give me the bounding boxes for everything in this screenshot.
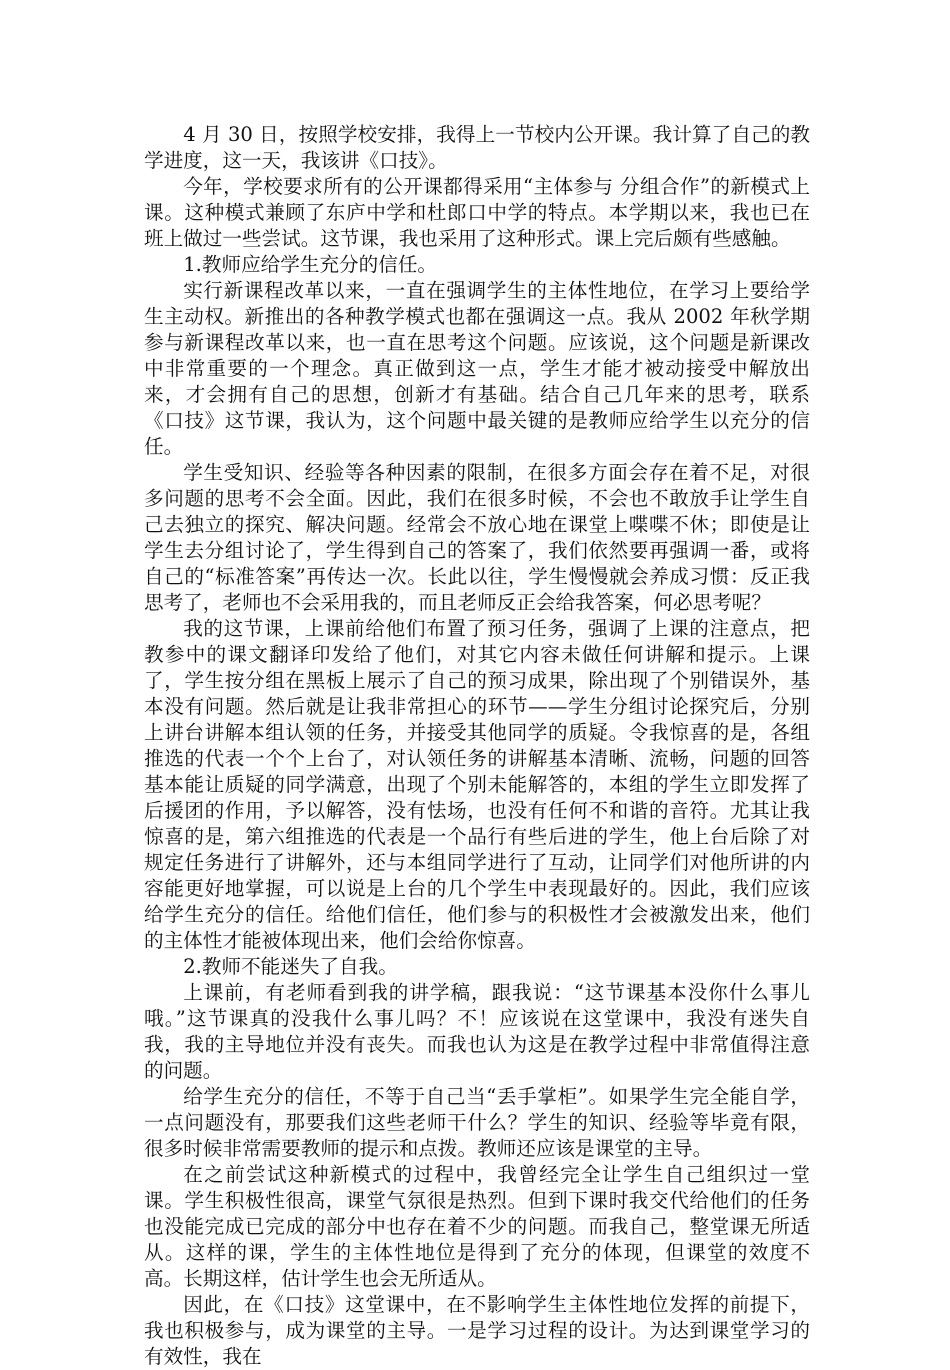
paragraph-reform: 实行新课程改革以来，一直在强调学生的主体性地位，在学习上要给学生主动权。新推出的各种教学模式也都在强调这一点。我从 2002 年秋学期参与新课程改革以来，也一直在思考这个问题。应该说，这个问题是新课改中非常重要的一个理念。真正做到这一点，学生才能才被动接受中解放出来，才会拥有自己的思想，创新才有基础。结合自己几年来的思考，联系《口技》这节课，我认为，这个问题中最关键的是教师应给学生以充分的信任。 xyxy=(144,279,810,458)
paragraph-before-class: 上课前，有老师看到我的讲学稿，跟我说：“这节课基本没你什么事儿哦。”这节课真的没我什么事儿吗？不！应该说在这堂课中，我没有迷失自我，我的主导地位并没有丧失。而我也认为这是在教学过程中非常值得注意的问题。 xyxy=(144,981,810,1082)
section-heading-1: 1.教师应给学生充分的信任。 xyxy=(183,253,438,276)
paragraph-previous-attempt: 在之前尝试这种新模式的过程中，我曾经完全让学生自己组织过一堂课。学生积极性很高，课堂气氛很是热烈。但到下课时我交代给他们的任务也没能完成已完成的部分中也存在着不少的问题。而我自己，整堂课无所适从。这样的课，学生的主体性地位是得到了充分的体现，但课堂的效度不高。长期这样，估计学生也会无所适从。 xyxy=(144,1163,810,1290)
paragraph-student-limits: 学生受知识、经验等各种因素的限制，在很多方面会存在着不足，对很多问题的思考不会全面。因此，我们在很多时候，不会也不敢放手让学生自己去独立的探究、解决问题。经常会不放心地在课堂上喋喋不休；即使是让学生去分组讨论了，学生得到自己的答案了，我们依然要再强调一番，或将自己的“标准答案”再传达一次。长此以往，学生慢慢就会养成习惯：反正我思考了，老师也不会采用我的，而且老师反正会给我答案，何必思考呢？ xyxy=(144,461,810,614)
paragraph-conclusion: 因此，在《口技》这堂课中，在不影响学生主体性地位发挥的前提下，我也积极参与，成为课堂的主导。一是学习过程的设计。为达到课堂学习的有效性，我在 xyxy=(144,1293,810,1368)
paragraph-lesson-account: 我的这节课，上课前给他们布置了预习任务，强调了上课的注意点，把教参中的课文翻译印发给了他们，对其它内容未做任何讲解和提示。上课了，学生按分组在黑板上展示了自己的预习成果，除出现了个别错误外，基本没有问题。然后就是让我非常担心的环节——学生分组讨论探究后，分别上讲台讲解本组认领的任务，并接受其他同学的质疑。令我惊喜的是，各组推选的代表一个个上台了，对认领任务的讲解基本清晰、流畅，问题的回答基本能让质疑的同学满意，出现了个别未能解答的，本组的学生立即发挥了后援团的作用，予以解答，没有怯场，也没有任何不和谐的音符。尤其让我惊喜的是，第六组推选的代表是一个品行有些后进的学生，他上台后除了对规定任务进行了讲解外，还与本组同学进行了互动，让同学们对他所讲的内容能更好地掌握，可以说是上台的几个学生中表现最好的。因此，我们应该给学生充分的信任。给他们信任，他们参与的积极性才会被激发出来，他们的主体性才能被体现出来，他们会给你惊喜。 xyxy=(144,617,810,952)
document-body xyxy=(144,122,810,1370)
section-heading-2: 2.教师不能迷失了自我。 xyxy=(183,955,398,978)
paragraph-intro: 4 月 30 日，按照学校安排，我得上一节校内公开课。我计算了自己的教学进度，这一天，我该讲《口技》。 xyxy=(144,123,810,172)
paragraph-new-mode: 今年，学校要求所有的公开课都得采用“主体参与 分组合作”的新模式上课。这种模式兼顾了东庐中学和杜郎口中学的特点。本学期以来，我也已在班上做过一些尝试。这节课，我也采用了这种形式。课上完后颇有些感触。 xyxy=(144,175,810,250)
paragraph-trust: 给学生充分的信任，不等于自己当“丢手掌柜”。如果学生完全能自学，一点问题没有，那要我们这些老师干什么？学生的知识、经验等毕竟有限，很多时候非常需要教师的提示和点拨。教师还应该是课堂的主导。 xyxy=(144,1085,810,1160)
